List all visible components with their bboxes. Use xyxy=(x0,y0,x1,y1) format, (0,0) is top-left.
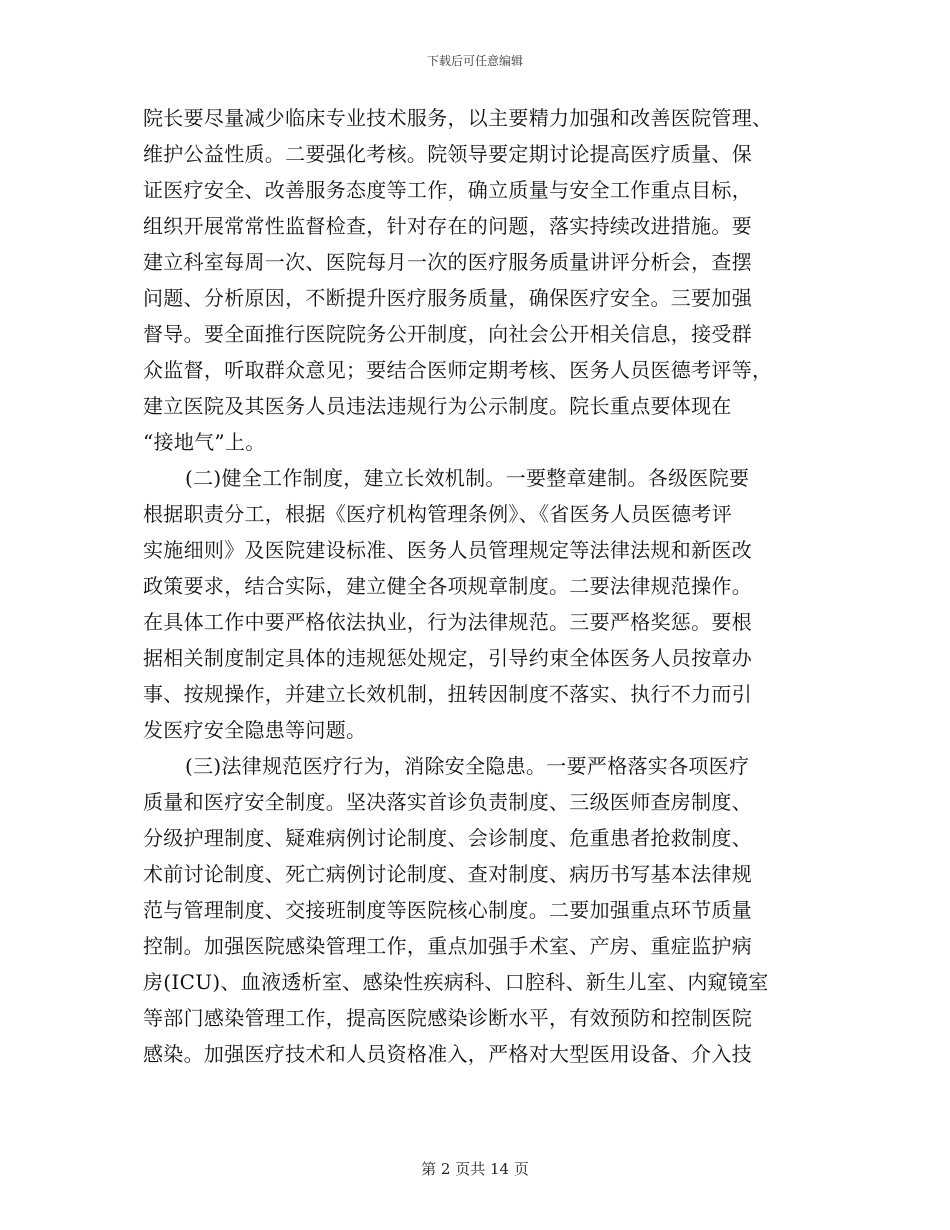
text-line: (三)法律规范医疗行为，消除安全隐患。一要严格落实各项医疗 xyxy=(185,754,750,778)
text-line: 众监督，听取群众意见；要结合医师定期考核、医务人员医德考评等， xyxy=(143,358,773,382)
text-line: 分级护理制度、疑难病例讨论制度、会诊制度、危重患者抢救制度、 xyxy=(143,826,752,850)
page-header-note: 下载后可任意编辑 xyxy=(426,54,523,68)
page-number-footer: 第 2 页共 14 页 xyxy=(421,1160,529,1178)
text-line: “接地气”上。 xyxy=(143,430,266,454)
text-line: 证医疗安全、改善服务态度等工作，确立质量与安全工作重点目标， xyxy=(143,178,752,202)
paragraph-3 xyxy=(143,748,813,1072)
paragraph-1 xyxy=(143,100,813,460)
document-body xyxy=(143,100,813,1072)
text-line: 等部门感染管理工作，提高医院感染诊断水平，有效预防和控制医院 xyxy=(143,1006,752,1030)
text-line: 房(ICU)、血液透析室、感染性疾病科、口腔科、新生儿室、内窥镜室 xyxy=(143,970,769,994)
text-line: 质量和医疗安全制度。坚决落实首诊负责制度、三级医师查房制度、 xyxy=(143,790,752,814)
paragraph-2 xyxy=(143,460,813,748)
text-line: (二)健全工作制度，建立长效机制。一要整章建制。各级医院要 xyxy=(185,466,750,490)
text-line: 督导。要全面推行医院院务公开制度，向社会公开相关信息，接受群 xyxy=(143,322,752,346)
text-line: 据相关制度制定具体的违规惩处规定，引导约束全体医务人员按章办 xyxy=(143,646,752,670)
text-line: 问题、分析原因，不断提升医疗服务质量，确保医疗安全。三要加强 xyxy=(143,286,752,310)
text-line: 根据职责分工，根据《医疗机构管理条例》、《省医务人员医德考评 xyxy=(143,502,732,526)
text-line: 组织开展常常性监督检查，针对存在的问题，落实持续改进措施。要 xyxy=(143,214,752,238)
text-line: 院长要尽量减少临床专业技术服务，以主要精力加强和改善医院管理、 xyxy=(143,106,773,130)
text-line: 在具体工作中要严格依法执业，行为法律规范。三要严格奖惩。要根 xyxy=(143,610,752,634)
text-line: 实施细则》及医院建设标准、医务人员管理规定等法律法规和新医改 xyxy=(143,538,752,562)
text-line: 范与管理制度、交接班制度等医院核心制度。二要加强重点环节质量 xyxy=(143,898,752,922)
text-line: 发医疗安全隐患等问题。 xyxy=(143,718,367,742)
text-line: 术前讨论制度、死亡病例讨论制度、查对制度、病历书写基本法律规 xyxy=(143,862,752,886)
text-line: 政策要求，结合实际，建立健全各项规章制度。二要法律规范操作。 xyxy=(143,574,752,598)
text-line: 建立医院及其医务人员违法违规行为公示制度。院长重点要体现在 xyxy=(143,394,732,418)
text-line: 建立科室每周一次、医院每月一次的医疗服务质量讲评分析会，查摆 xyxy=(143,250,752,274)
text-line: 维护公益性质。二要强化考核。院领导要定期讨论提高医疗质量、保 xyxy=(143,142,752,166)
text-line: 感染。加强医疗技术和人员资格准入，严格对大型医用设备、介入技 xyxy=(143,1042,752,1066)
text-line: 控制。加强医院感染管理工作，重点加强手术室、产房、重症监护病 xyxy=(143,934,752,958)
text-line: 事、按规操作，并建立长效机制，扭转因制度不落实、执行不力而引 xyxy=(143,682,752,706)
